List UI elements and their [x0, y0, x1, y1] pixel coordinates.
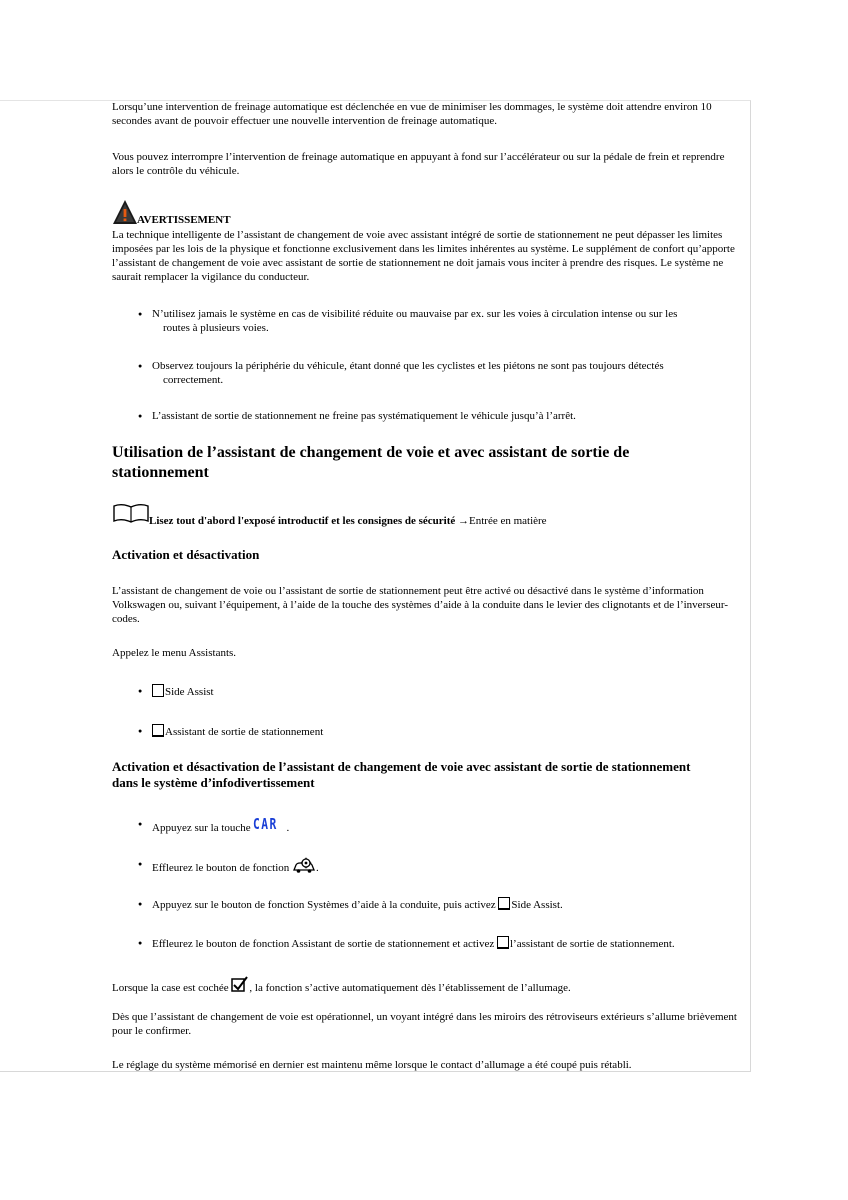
checked-checkbox-icon — [231, 976, 249, 993]
section-title: Utilisation de l’assistant de changement de voie et avec assistant de sortie de stationnement — [112, 444, 630, 481]
car-button-icon[interactable]: CAR — [253, 815, 279, 833]
list-item-line: Observez toujours la périphérie du véhicule, étant donné que les cyclistes et les piétons ne sont pas toujours détectés — [152, 360, 664, 372]
subsection-title-activation: Activation et désactivation — [112, 547, 260, 562]
list-item — [138, 857, 752, 875]
paragraph-menu-assistants: Appelez le menu Assistants. — [112, 647, 237, 659]
book-icon — [112, 503, 150, 523]
step-text: Effleurez le bouton de fonction Assistant de sortie de stationnement et activez — [152, 938, 497, 950]
read-note-text: Lisez tout d'abord l'exposé introductif et les consignes de sécurité — [149, 515, 456, 527]
list-item — [138, 817, 752, 835]
checkbox-icon[interactable] — [498, 897, 510, 910]
paragraph-braking-wait: Lorsqu’une intervention de freinage automatique est déclenchée en vue de minimiser les dommages, le système doit attendre environ 10 secondes avant de pouvoir effectuer une nouvelle intervention de freinage automatique. — [112, 101, 712, 127]
list-item — [138, 936, 752, 951]
step-text: Effleurez le bouton de fonction — [152, 862, 292, 874]
paragraph-activation: L’assistant de changement de voie ou l’assistant de sortie de stationnement peut être activé ou désactivé dans le système d’information Volkswagen ou, suivant l’équipement, à l’aide de la touche des systèmes d’aide à la conduite dans le levier des clignotants et de l’inverseur-codes. — [112, 585, 728, 625]
list-item — [138, 684, 752, 699]
step-text: Appuyez sur la touche — [152, 822, 254, 834]
list-item-line: L’assistant de sortie de stationnement ne freine pas systématiquement le véhicule jusqu’à l’arrêt. — [152, 410, 576, 422]
read-note — [112, 503, 738, 525]
warning-text: La technique intelligente de l’assistant de changement de voie avec assistant intégré de sortie de stationnement ne peut dépasser les limites imposées par les lois de la physique et fonctionne exclusivement dans les limites inhérentes au système. Le supplément de confort qu’apporte l’assistant de changement de voie avec assistant de sortie de stationnement ne doit jamais vous inciter à prendre des risques. Le système ne saurait remplacer la vigilance du conducteur. — [112, 229, 735, 283]
paragraph-mirror-indicator: Dès que l’assistant de changement de voie est opérationnel, un voyant intégré dans les miroirs des rétroviseurs extérieurs s’allume brièvement pour le confirmer. — [112, 1011, 737, 1037]
menu-item-side-assist: Side Assist — [165, 686, 214, 698]
settings-car-icon[interactable] — [292, 857, 316, 874]
checked-text-before: Lorsque la case est cochée — [112, 982, 232, 994]
warning-triangle-icon — [112, 199, 138, 225]
step-text: . — [286, 822, 290, 834]
step-text: Side Assist. — [511, 899, 563, 911]
read-note-link[interactable]: →Entrée en matière — [458, 515, 547, 527]
list-item — [138, 724, 752, 739]
step-text: . — [316, 862, 319, 874]
list-item — [138, 409, 752, 423]
paragraph-memorized-setting: Le réglage du système mémorisé en dernier est maintenu même lorsque le contact d’allumage a été coupé puis rétabli. — [112, 1059, 632, 1071]
checkbox-icon[interactable] — [152, 684, 164, 697]
warning-title: AVERTISSEMENT — [137, 214, 231, 226]
list-item — [138, 359, 752, 387]
list-item-line: correctement. — [163, 374, 224, 386]
checkbox-icon[interactable] — [152, 724, 164, 737]
step-text: l’assistant de sortie de stationnement. — [509, 938, 675, 950]
checked-text-after: , la fonction s’active automatiquement dès l’établissement de l’allumage. — [249, 982, 571, 994]
list-item-line: N’utilisez jamais le système en cas de visibilité réduite ou mauvaise par ex. sur les voies à circulation intense ou sur les — [152, 308, 678, 320]
step-text: Appuyez sur le bouton de fonction Systèmes d’aide à la conduite, puis activez — [152, 899, 499, 911]
menu-item-parking-exit: Assistant de sortie de stationnement — [165, 726, 324, 738]
subsection-title-infotainment: Activation et désactivation de l’assistant de changement de voie avec assistant de sortie de stationnement dans le système d’infodivertissement — [112, 759, 691, 790]
list-item — [138, 897, 752, 912]
warning-header — [112, 199, 738, 229]
list-item-line: routes à plusieurs voies. — [163, 322, 269, 334]
list-item — [138, 307, 752, 335]
paragraph-checked — [112, 976, 738, 995]
paragraph-braking-interrupt: Vous pouvez interrompre l’intervention de freinage automatique en appuyant à fond sur l’accélérateur ou sur la pédale de frein et reprendre alors le contrôle du véhicule. — [112, 151, 725, 177]
checkbox-icon[interactable] — [497, 936, 509, 949]
